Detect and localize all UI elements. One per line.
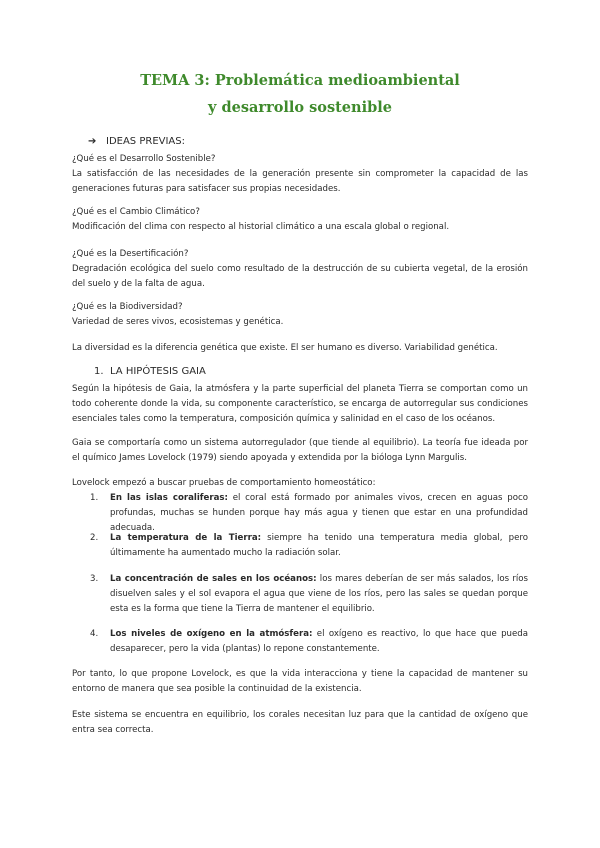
list-item-title: Los niveles de oxígeno en la atmósfera:: [110, 629, 313, 639]
list-item: [90, 491, 528, 535]
gaia-heading-text: LA HIPÓTESIS GAIA: [110, 366, 206, 377]
gaia-paragraph-4: [72, 667, 528, 697]
question-block-4: [72, 300, 528, 330]
answer-3: Degradación ecológica del suelo como resultado de la destrucción de su cubierta vegetal, de la erosión del suelo y de la falta de agua.: [72, 263, 528, 289]
gaia-paragraph-5: [72, 708, 528, 738]
list-item-title: La concentración de sales en los océanos:: [110, 574, 317, 584]
gaia-p4-text: Por tanto, lo que propone Lovelock, es que la vida interacciona y tiene la capacidad de mantener su entorno de manera que sea posible la continuidad de la existencia.: [72, 669, 528, 694]
list-item-title: La temperatura de la Tierra:: [110, 533, 262, 543]
list-item-number: 2.: [90, 533, 99, 543]
answer-2: Modificación del clima con respecto al historial climático a una escala global o regional.: [72, 221, 450, 232]
list-item: [90, 572, 528, 616]
gaia-p3-text: Lovelock empezó a buscar pruebas de comportamiento homeostático:: [72, 478, 376, 488]
question-3: ¿Qué es la Desertificación?: [72, 249, 189, 259]
list-item: [90, 531, 528, 561]
list-item-text: siempre ha tenido una temperatura media global, pero últimamente ha aumentado mucho la radiación solar.: [110, 533, 528, 558]
diversity-note-text: La diversidad es la diferencia genética que existe. El ser humano es diverso. Variabilidad genética.: [72, 343, 498, 353]
homeostasis-list-3: [90, 572, 528, 616]
title-line-1: TEMA 3: Problemática medioambiental: [140, 72, 460, 89]
title-line-2: y desarrollo sostenible: [208, 99, 392, 116]
question-block-3: [72, 247, 528, 291]
homeostasis-list-2: [90, 531, 528, 561]
gaia-p5-text: Este sistema se encuentra en equilibrio, los corales necesitan luz para que la cantidad de oxígeno que entra sea correcta.: [72, 710, 528, 735]
gaia-paragraph-2: [72, 436, 528, 466]
homeostasis-list-4: [90, 627, 528, 657]
list-item-number: 1.: [90, 493, 99, 503]
answer-4: Variedad de seres vivos, ecosistemas y genética.: [72, 316, 284, 327]
gaia-paragraph-1: [72, 382, 528, 426]
list-item-number: 4.: [90, 629, 99, 639]
homeostasis-list-1: [90, 491, 528, 535]
list-item: [90, 627, 528, 657]
gaia-p1-text: Según la hipótesis de Gaia, la atmósfera y la parte superficial del planeta Tierra se comportan como un todo coherente donde la vida, su componente característico, se encarga de autorregular sus condiciones esenciales tales como la temperatura, composición química y salinidad en el caso de los océanos.: [72, 384, 528, 424]
question-block-2: [72, 205, 528, 235]
question-2: ¿Qué es el Cambio Climático?: [72, 207, 200, 217]
question-4: ¿Qué es la Biodiversidad?: [72, 302, 183, 312]
arrow-icon: ➔: [88, 136, 97, 147]
question-1: ¿Qué es el Desarrollo Sostenible?: [72, 154, 216, 164]
answer-1: La satisfacción de las necesidades de la generación presente sin comprometer la capacidad de las generaciones futuras para satisfacer sus propias necesidades.: [72, 168, 528, 194]
gaia-p2-text: Gaia se comportaría como un sistema autorregulador (que tiende al equilibrio). La teoría fue ideada por el químico James Lovelock (1979) siendo apoyada y extendida por la bióloga Lynn Margulis.: [72, 438, 528, 463]
list-item-text: los mares deberían de ser más salados, los ríos disuelven sales y el sol evapora el agua que viene de los ríos, pero las sales se quedan porque esta es la forma que tiene la Tierra de mantener el equilibrio.: [110, 574, 528, 614]
list-item-text: el oxígeno es reactivo, lo que hace que pueda desaparecer, pero la vida (plantas) lo repone constantemente.: [110, 629, 528, 654]
gaia-heading-number: 1.: [94, 366, 104, 377]
ideas-heading-text: IDEAS PREVIAS:: [106, 136, 185, 147]
ideas-heading: [88, 136, 185, 147]
list-item-title: En las islas coraliferas:: [110, 493, 228, 503]
list-item-number: 3.: [90, 574, 99, 584]
diversity-note: [72, 341, 528, 356]
question-block-1: [72, 152, 528, 196]
gaia-heading: [94, 366, 206, 377]
gaia-paragraph-3: [72, 476, 528, 491]
list-item-text: el coral está formado por animales vivos, crecen en aguas poco profundas, muchas se hunden porque hay más agua y tienen que estar en una profundidad adecuada.: [110, 493, 528, 533]
